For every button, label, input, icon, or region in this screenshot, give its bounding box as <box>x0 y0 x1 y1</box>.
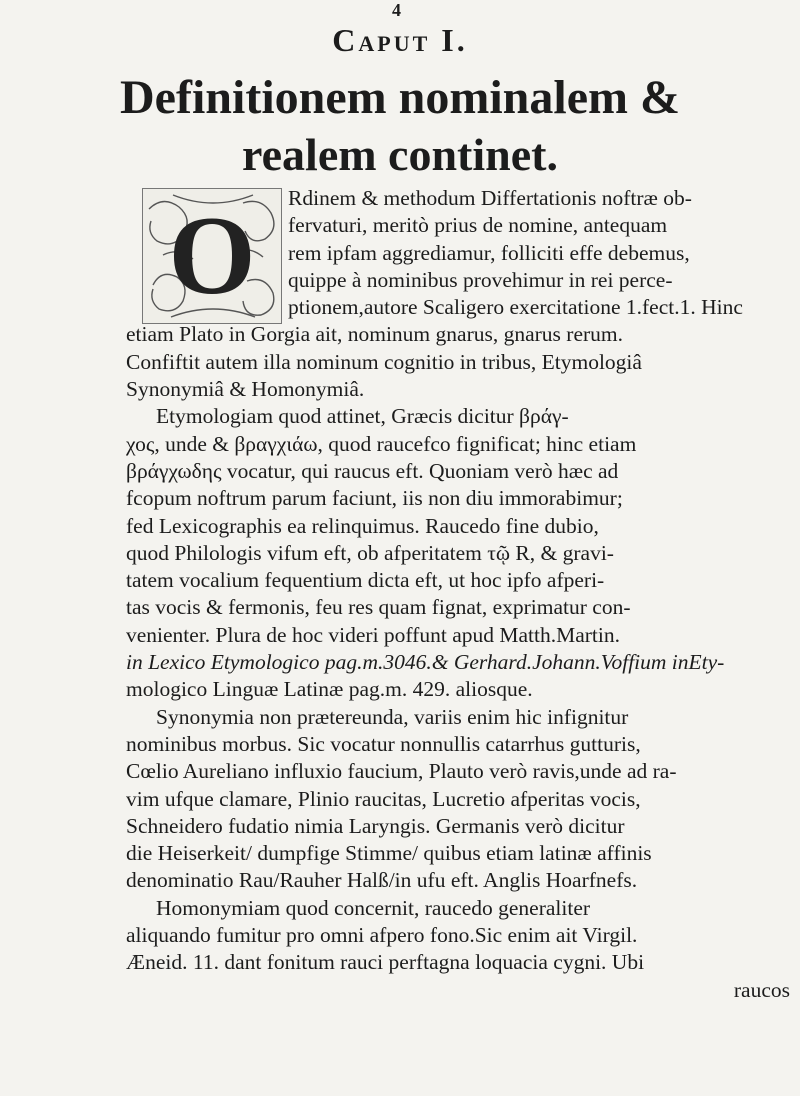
text-line: tas vocis & fermonis, feu res quam fignat, exprimatur con- <box>126 595 631 620</box>
initial-letter: O <box>168 194 256 318</box>
text-line: etiam Plato in Gorgia ait, nominum gnarus, gnarus rerum. <box>126 322 623 347</box>
text-line: Synonymiâ & Homonymiâ. <box>126 377 365 402</box>
text-line: Æneid. 11. dant fonitum rauci perftagna loquacia cygni. Ubi <box>126 950 645 975</box>
text-line: Homonymiam quod concernit, raucedo generaliter <box>156 895 591 920</box>
text-line: tatem vocalium fequentium dicta eft, ut hoc ipfo afperi- <box>126 568 605 593</box>
text-line: Synonymia non prætereunda, variis enim hic infignitur <box>156 704 629 729</box>
text-line: fcopum noftrum parum faciunt, iis non diu immorabimur; <box>126 486 623 511</box>
text-line: aliquando fumitur pro omni afpero fono.Sic enim ait Virgil. <box>126 923 638 948</box>
catchword: raucos <box>733 977 790 1002</box>
text-line: quod Philologis vifum eft, ob afperitatem τῷ R, & gravi- <box>126 540 614 565</box>
chapter-label: Caput I. <box>332 22 468 58</box>
text-line: quippe à nominibus provehimur in rei perce- <box>288 267 673 292</box>
chapter-title-line-2: realem continet. <box>242 129 558 180</box>
text-line: venienter. Plura de hoc videri poffunt apud Matth.Martin. <box>126 622 620 647</box>
text-line: Etymologiam quod attinet, Græcis dicitur βράγ- <box>156 404 569 429</box>
text-line: Rdinem & methodum Differtationis noftræ ob- <box>288 186 692 210</box>
body-text <box>126 186 796 1005</box>
page-number: 4 <box>392 0 401 20</box>
text-line: denominatio Rau/Rauher Halß/in ufu eft. Anglis Hoarfnefs. <box>126 868 638 893</box>
text-line: rem ipfam aggrediamur, folliciti effe debemus, <box>288 240 690 265</box>
text-line: fervaturi, meritò prius de nomine, antequam <box>288 213 668 238</box>
text-line: vim ufque clamare, Plinio raucitas, Lucretio afperitas vocis, <box>126 786 641 811</box>
text-line: in Lexico Etymologico pag.m.3046.& Gerhard.Johann.Voffium inEty- <box>126 650 725 675</box>
text-line: die Heiserkeit/ dumpfige Stimme/ quibus etiam latinæ affinis <box>126 841 652 866</box>
text-line: βράγχωδης vocatur, qui raucus eft. Quoniam verò hæc ad <box>126 458 619 483</box>
text-line: χος, unde & βραγχιάω, quod raucefco fignificat; hinc etiam <box>126 431 637 456</box>
text-line: mologico Linguæ Latinæ pag.m. 429. aliosque. <box>126 677 533 702</box>
chapter-title-line-1: Definitionem nominalem & <box>120 71 680 124</box>
text-line: Confiftit autem illa nominum cognitio in tribus, Etymologiâ <box>126 349 642 374</box>
text-line: nominibus morbus. Sic vocatur nonnullis catarrhus gutturis, <box>126 731 641 756</box>
text-line: Cœlio Aureliano influxio faucium, Plauto verò ravis,unde ad ra- <box>126 759 677 784</box>
text-line: fed Lexicographis ea relinquimus. Raucedo fine dubio, <box>126 513 599 538</box>
text-line: ptionem,autore Scaligero exercitatione 1.fect.1. Hinc <box>288 295 743 320</box>
text-line: Schneidero fudatio nimia Laryngis. Germanis verò dicitur <box>126 813 625 838</box>
